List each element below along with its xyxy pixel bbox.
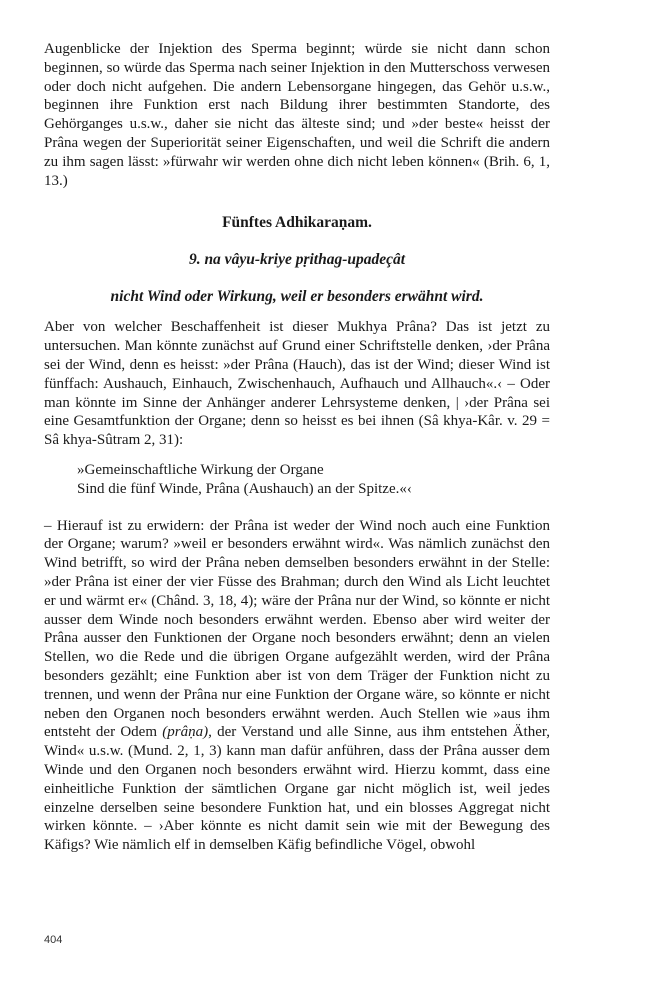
chapter-heading: Fünftes Adhikaraṇam. (222, 214, 372, 232)
block-quote (44, 461, 550, 499)
paragraph-body (44, 517, 550, 855)
paragraph-continuation: Augenblicke der Injektion des Sperma beginnt; würde sie nicht dann schon beginnen, so würde das Sperma nach seiner Injektion in den Mutterschoss verwesen oder doch nicht aufgehen. Die andern Lebensorgane hingegen, das Gehör u.s.w., beginnen ihre Funktion erst nach Bildung ihrer bestimmten Standorte, des Gehörganges u.s.w., daher sie nicht das älteste sind; und »der beste« heisst der Prâna wegen der Superiorität seiner Eigenschaften, und weil die Schrift die andern zu ihm sagen lässt: »fürwahr wir werden ohne dich nicht leben können« (Brih. 6, 1, 13.) (44, 41, 550, 189)
quote-line: »Gemeinschaftliche Wirkung der Organe (77, 461, 324, 478)
sutra-translation-heading: nicht Wind oder Wirkung, weil er besonders erwähnt wird. (110, 288, 484, 306)
body-text: – Hierauf ist zu erwidern: der Prâna ist weder der Wind noch auch eine Funktion der Organe; warum? »weil er besonders erwähnt wird«. Was nämlich zunächst den Wind betrifft, so wird der Prâna neben demselben besonders erwähnt in der Stelle: »der Prâna ist einer der vier Füsse des Brahman; durch den Wind als Licht leuchtet er und wärmt er« (Chând. 3, 18, 4); wäre der Prâna nur der Wind, so könnte er nicht ausser dem Winde noch besonders erwähnt werden. Ebenso aber wird weiter der Prâna ausser den Funktionen der Organe noch besonders erwähnt; denn an vielen Stellen, wo die Rede und die übrigen Organe aufgezählt werden, wird der Prâna besonders gezählt; eine Funktion aber ist von dem Träger der Funktion nicht zu trennen, und wenn der Prâna nur eine Funktion der Organe wäre, so könnte er nicht neben den Organen noch besonders erwähnt werden. Auch Stellen wie »aus ihm entsteht der Odem (44, 517, 550, 741)
quote-line: Sind die fünf Winde, Prâna (Aushauch) an der Spitze.«‹ (77, 480, 412, 497)
paragraph-intro: Aber von welcher Beschaffenheit ist dieser Mukhya Prâna? Das ist jetzt zu untersuchen. Man könnte zunächst auf Grund einer Schriftstelle denken, ›der Prâna sei der Wind, denn es heisst: »der Prâna (Hauch), das ist der Wind; dieser Wind ist fünffach: Aushauch, Einhauch, Zwischenhauch, Aufhauch und Allhauch«.‹ – Oder man könnte im Sinne der Anhänger anderer Lehrsysteme denken, | ›der Prâna sei eine Gesamtfunktion der Organe; denn so heisst es bei ihnen (Sâ khya-Kâr. v. 29 = Sâ khya-Sûtram 2, 31): (44, 319, 550, 449)
italic-term: (prâṇa), (162, 724, 212, 741)
body-text: der Verstand und alle Sinne, aus ihm entstehen Äther, Wind« u.s.w. (Mund. 2, 1, 3) kann man dafür anführen, dass der Prâna ausser dem Winde und den Organen noch besonders erwähnt wird. Hierzu kommt, dass eine einheitliche Funktion der sämtlichen Organe gar nicht möglich ist, weil jedes einzelne derselben seine besondere Funktion hat, und ein blosses Aggregat nicht wirken könnte. – ›Aber könnte es nicht damit sein wie mit der Bewegung des Käfigs? Wie nämlich elf in demselben Käfig befindliche Vögel, obwohl (44, 724, 550, 854)
page-number: 404 (44, 934, 63, 946)
sutra-heading: 9. na vâyu-kriye pṛithag-upadeçât (188, 251, 406, 269)
page-content (44, 40, 550, 855)
